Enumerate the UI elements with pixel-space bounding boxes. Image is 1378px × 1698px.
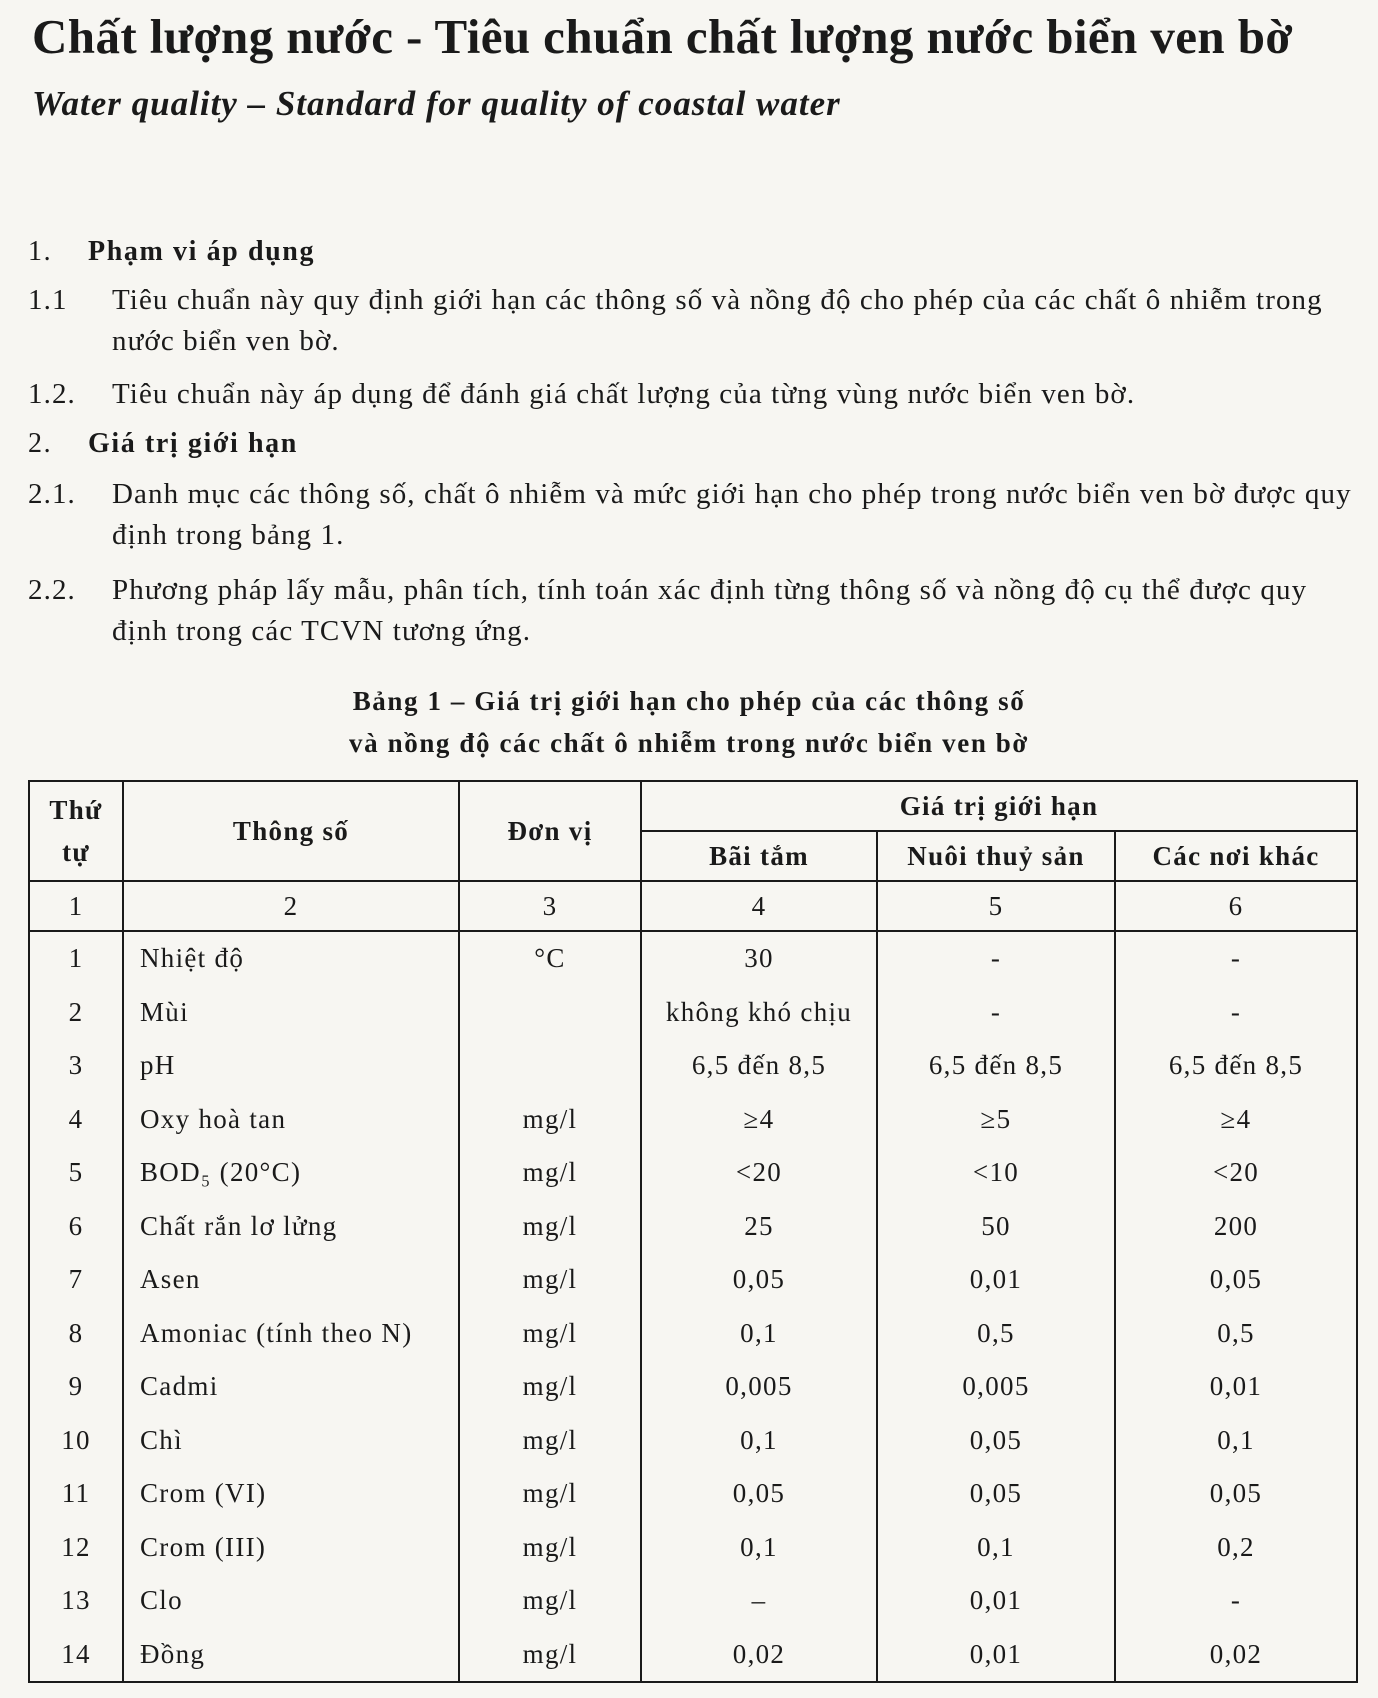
unit: °C: [459, 931, 641, 986]
column-number-row: [29, 881, 1357, 931]
table-row: [29, 1467, 1357, 1521]
limit-bai-tam: 0,1: [641, 1521, 877, 1575]
table-row: [29, 931, 1357, 986]
row-number: 4: [29, 1093, 123, 1147]
column-number: 2: [123, 881, 459, 931]
header-nuoi-thuy-san: Nuôi thuỷ sản: [877, 831, 1115, 881]
row-number: 3: [29, 1039, 123, 1093]
limit-bai-tam: 0,1: [641, 1414, 877, 1468]
parameter-name: pH: [123, 1039, 459, 1093]
parameter-name: BOD₅ (20°C): [123, 1146, 459, 1200]
row-number: 14: [29, 1628, 123, 1683]
limit-nuoi-thuy-san: <10: [877, 1146, 1115, 1200]
table-header-row: [29, 781, 1357, 831]
section-number: 1.: [28, 236, 53, 267]
row-number: 11: [29, 1467, 123, 1521]
row-number: 6: [29, 1200, 123, 1254]
limit-bai-tam: 0,005: [641, 1360, 877, 1414]
section-title: Phạm vi áp dụng: [88, 236, 316, 267]
row-number: 9: [29, 1360, 123, 1414]
table-row: [29, 1146, 1357, 1200]
parameter-name: Oxy hoà tan: [123, 1093, 459, 1147]
unit: mg/l: [459, 1146, 641, 1200]
unit: mg/l: [459, 1628, 641, 1683]
row-number: 2: [29, 986, 123, 1040]
limit-bai-tam: <20: [641, 1146, 877, 1200]
section-title: Giá trị giới hạn: [88, 428, 298, 459]
table-row: [29, 1200, 1357, 1254]
limit-cac-noi-khac: 0,05: [1115, 1253, 1357, 1307]
limit-nuoi-thuy-san: 0,05: [877, 1467, 1115, 1521]
limit-nuoi-thuy-san: 0,5: [877, 1307, 1115, 1361]
section-number: 2.: [28, 428, 53, 459]
table-caption-line-1: Bảng 1 – Giá trị giới hạn cho phép của các thông số: [352, 686, 1026, 716]
header-thong-so: Thông số: [123, 781, 459, 881]
unit: mg/l: [459, 1467, 641, 1521]
limit-nuoi-thuy-san: -: [877, 931, 1115, 986]
paragraph-number: 1.1: [28, 284, 68, 316]
row-number: 7: [29, 1253, 123, 1307]
table-row: [29, 986, 1357, 1040]
paragraph-number: 2.1.: [28, 478, 76, 510]
limit-bai-tam: 25: [641, 1200, 877, 1254]
header-bai-tam: Bãi tắm: [641, 831, 877, 881]
row-number: 12: [29, 1521, 123, 1575]
row-number: 8: [29, 1307, 123, 1361]
limit-nuoi-thuy-san: 0,005: [877, 1360, 1115, 1414]
paragraph-text: Tiêu chuẩn này quy định giới hạn các thông số và nồng độ cho phép của các chất ô nhiễm trong nước biển ven bờ.: [112, 284, 1323, 357]
paragraph-1-1: [28, 280, 1358, 362]
header-thu-tu-line-1: Thứ: [49, 795, 103, 825]
header-don-vi: Đơn vị: [459, 781, 641, 881]
header-thu-tu: [29, 781, 123, 881]
paragraph-text: Phương pháp lấy mẫu, phân tích, tính toán xác định từng thông số và nồng độ cụ thể được quy định trong các TCVN tương ứng.: [112, 574, 1308, 647]
limits-table: [28, 780, 1358, 1683]
parameter-name: Mùi: [123, 986, 459, 1040]
parameter-name: Đồng: [123, 1628, 459, 1683]
limit-cac-noi-khac: -: [1115, 1574, 1357, 1628]
row-number: 5: [29, 1146, 123, 1200]
limit-bai-tam: –: [641, 1574, 877, 1628]
paragraph-text: Tiêu chuẩn này áp dụng để đánh giá chất lượng của từng vùng nước biển ven bờ.: [112, 378, 1136, 410]
column-number: 3: [459, 881, 641, 931]
limit-bai-tam: 0,05: [641, 1467, 877, 1521]
limit-cac-noi-khac: -: [1115, 931, 1357, 986]
table-caption-line-2: và nồng độ các chất ô nhiễm trong nước biển ven bờ: [349, 728, 1029, 758]
limit-nuoi-thuy-san: 0,01: [877, 1253, 1115, 1307]
limit-cac-noi-khac: 0,1: [1115, 1414, 1357, 1468]
limit-nuoi-thuy-san: -: [877, 986, 1115, 1040]
limit-cac-noi-khac: 0,01: [1115, 1360, 1357, 1414]
header-gia-tri-gioi-han: Giá trị giới hạn: [641, 781, 1357, 831]
table-row: [29, 1574, 1357, 1628]
limit-bai-tam: ≥4: [641, 1093, 877, 1147]
parameter-name: Cadmi: [123, 1360, 459, 1414]
table-row: [29, 1628, 1357, 1683]
unit: [459, 1039, 641, 1093]
limit-cac-noi-khac: 0,05: [1115, 1467, 1357, 1521]
unit: [459, 986, 641, 1040]
limit-nuoi-thuy-san: 0,05: [877, 1414, 1115, 1468]
parameter-name: Crom (III): [123, 1521, 459, 1575]
row-number: 1: [29, 931, 123, 986]
paragraph-number: 2.2.: [28, 574, 76, 606]
unit: mg/l: [459, 1414, 641, 1468]
parameter-name: Nhiệt độ: [123, 931, 459, 986]
unit: mg/l: [459, 1307, 641, 1361]
document-title: Chất lượng nước - Tiêu chuẩn chất lượng nước biển ven bờ: [32, 9, 1293, 64]
limit-nuoi-thuy-san: 6,5 đến 8,5: [877, 1039, 1115, 1093]
paragraph-2-2: [28, 570, 1358, 652]
limit-bai-tam: 30: [641, 931, 877, 986]
parameter-name: Chất rắn lơ lửng: [123, 1200, 459, 1254]
limit-nuoi-thuy-san: 0,01: [877, 1574, 1115, 1628]
column-number: 4: [641, 881, 877, 931]
paragraph-number: 1.2.: [28, 378, 76, 410]
parameter-name: Amoniac (tính theo N): [123, 1307, 459, 1361]
header-cac-noi-khac: Các nơi khác: [1115, 831, 1357, 881]
unit: mg/l: [459, 1253, 641, 1307]
table-row: [29, 1039, 1357, 1093]
unit: mg/l: [459, 1360, 641, 1414]
parameter-name: Clo: [123, 1574, 459, 1628]
limit-cac-noi-khac: 200: [1115, 1200, 1357, 1254]
limit-nuoi-thuy-san: 0,01: [877, 1628, 1115, 1683]
column-number: 6: [1115, 881, 1357, 931]
section-heading-1: [28, 236, 315, 268]
limit-nuoi-thuy-san: 0,1: [877, 1521, 1115, 1575]
paragraph-1-2: [28, 374, 1358, 415]
table-row: [29, 1093, 1357, 1147]
limit-cac-noi-khac: 6,5 đến 8,5: [1115, 1039, 1357, 1093]
table-row: [29, 1307, 1357, 1361]
document-subtitle: Water quality – Standard for quality of coastal water: [32, 84, 841, 123]
limit-bai-tam: 0,02: [641, 1628, 877, 1683]
column-number: 1: [29, 881, 123, 931]
table-row: [29, 1360, 1357, 1414]
limit-bai-tam: 0,05: [641, 1253, 877, 1307]
limit-cac-noi-khac: <20: [1115, 1146, 1357, 1200]
limit-cac-noi-khac: 0,2: [1115, 1521, 1357, 1575]
row-number: 13: [29, 1574, 123, 1628]
limit-nuoi-thuy-san: 50: [877, 1200, 1115, 1254]
parameter-name: Asen: [123, 1253, 459, 1307]
paragraph-text: Danh mục các thông số, chất ô nhiễm và mức giới hạn cho phép trong nước biển ven bờ được quy định trong bảng 1.: [112, 478, 1352, 551]
limit-bai-tam: 0,1: [641, 1307, 877, 1361]
parameter-name: Crom (VI): [123, 1467, 459, 1521]
limit-bai-tam: 6,5 đến 8,5: [641, 1039, 877, 1093]
limit-cac-noi-khac: 0,5: [1115, 1307, 1357, 1361]
table-row: [29, 1414, 1357, 1468]
unit: mg/l: [459, 1574, 641, 1628]
limit-cac-noi-khac: ≥4: [1115, 1093, 1357, 1147]
table-row: [29, 1521, 1357, 1575]
row-number: 10: [29, 1414, 123, 1468]
limit-cac-noi-khac: -: [1115, 986, 1357, 1040]
table-row: [29, 1253, 1357, 1307]
unit: mg/l: [459, 1200, 641, 1254]
paragraph-2-1: [28, 474, 1358, 556]
unit: mg/l: [459, 1521, 641, 1575]
header-thu-tu-line-2: tự: [62, 837, 90, 867]
limit-nuoi-thuy-san: ≥5: [877, 1093, 1115, 1147]
column-number: 5: [877, 881, 1115, 931]
unit: mg/l: [459, 1093, 641, 1147]
limit-cac-noi-khac: 0,02: [1115, 1628, 1357, 1683]
limit-bai-tam: không khó chịu: [641, 986, 877, 1040]
parameter-name: Chì: [123, 1414, 459, 1468]
section-heading-2: [28, 428, 298, 460]
